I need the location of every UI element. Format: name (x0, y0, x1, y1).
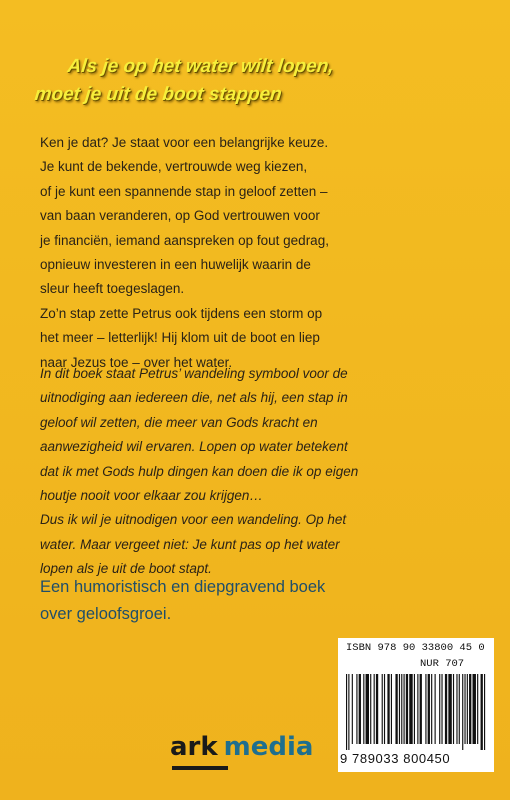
headline-line-1: Als je op het water wilt lopen, (66, 56, 335, 77)
barcode-bar (356, 674, 357, 744)
barcode-bar (387, 674, 389, 744)
tagline (40, 574, 460, 628)
italic-line: dat ik met Gods hulp dingen kan doen die ik op eigen (40, 463, 359, 479)
barcode-bar (456, 674, 457, 744)
barcode-bar (473, 674, 476, 744)
barcode-bar (453, 674, 454, 744)
barcode-digits: 9 789033 800450 (340, 751, 451, 766)
barcode-bar (464, 674, 465, 744)
italic-line: In dit boek staat Petrus’ wandeling symbool voor de (40, 366, 348, 381)
barcode-bar (439, 674, 440, 744)
intro-line: naar Jezus toe – over het water. (40, 354, 233, 370)
headline-line-2: moet je uit de boot stappen (33, 84, 283, 105)
barcode-bar (417, 674, 418, 744)
barcode-bar (477, 674, 478, 744)
barcode-bar (382, 674, 383, 744)
barcode-bar (370, 674, 371, 744)
intro-line: of je kunt een spannende stap in geloof zetten – (40, 183, 328, 199)
nur-label: NUR 707 (420, 658, 465, 670)
italic-text (40, 362, 470, 582)
barcode-bar (420, 674, 422, 744)
barcode-bar (401, 674, 402, 744)
barcode-bar (352, 674, 353, 744)
intro-line: van baan veranderen, op God vertrouwen voor (40, 208, 320, 224)
italic-line: houtje nooit voor elkaar zou krijgen… (40, 488, 263, 504)
barcode-bar (428, 674, 430, 744)
barcode-graphic (344, 674, 488, 750)
barcode-bar (445, 674, 447, 744)
italic-line: uitnodiging aan iedereen die, net als hij, een stap in (40, 390, 348, 406)
italic-line: aanwezigheid wil ervaren. Lopen op water betekent (40, 439, 348, 455)
barcode-bar (481, 674, 483, 750)
barcode-bars (344, 674, 488, 750)
barcode-bar (467, 674, 468, 744)
barcode-bar (448, 674, 451, 744)
logo-underline (172, 766, 228, 770)
tagline-line: Een humoristisch en diepgravend boek (40, 578, 326, 596)
tagline-line: over geloofsgroei. (40, 605, 172, 623)
intro-line: Ken je dat? Je staat voor een belangrijke keuze. (40, 135, 329, 150)
barcode-bar (348, 674, 349, 750)
intro-line: sleur heeft toegeslagen. (40, 281, 185, 297)
barcode-bar (435, 674, 436, 744)
intro-line: het meer – letterlijk! Hij klom uit de boot en liep (40, 330, 320, 346)
barcode-bar (409, 674, 412, 744)
barcode-bar (395, 674, 397, 744)
barcode-bar (484, 674, 485, 750)
barcode-bar (406, 674, 408, 744)
barcode-bar (431, 674, 432, 744)
barcode-bar (399, 674, 400, 744)
barcode-bar (425, 674, 426, 744)
intro-text (40, 131, 460, 375)
italic-line: lopen als je uit de boot stapt. (40, 561, 212, 577)
barcode-bar (376, 674, 378, 744)
italic-line: water. Maar vergeet niet: Je kunt pas op het water (40, 536, 340, 552)
barcode-bar (366, 674, 369, 744)
logo-media: media (223, 732, 314, 762)
italic-line: Dus ik wil je uitnodigen voor een wandeling. Op het (40, 512, 347, 528)
intro-line: opnieuw investeren in een huwelijk waarin de (40, 257, 311, 273)
barcode-bar (359, 674, 361, 744)
barcode-bar (462, 674, 463, 750)
barcode-bar (363, 674, 364, 744)
isbn-label: ISBN 978 90 33800 45 0 (346, 642, 485, 654)
italic-line: geloof wil zetten, die meer van Gods kracht en (40, 414, 318, 430)
publisher-logo (170, 732, 313, 762)
logo-ark: ark (170, 732, 218, 762)
intro-line: Je kunt de bekende, vertrouwde weg kiezen, (40, 159, 308, 175)
barcode-panel (338, 638, 494, 772)
barcode-bar (459, 674, 460, 744)
barcode-bar (384, 674, 385, 744)
barcode-bar (404, 674, 405, 744)
barcode-bar (469, 674, 471, 744)
barcode-bar (391, 674, 392, 744)
barcode-bar (346, 674, 347, 750)
intro-line: je financiën, iemand aanspreken op fout gedrag, (40, 232, 329, 248)
intro-line: Zo’n stap zette Petrus ook tijdens een storm op (40, 305, 323, 321)
barcode-bar (374, 674, 375, 744)
barcode-bar (414, 674, 415, 744)
barcode-bar (441, 674, 442, 744)
